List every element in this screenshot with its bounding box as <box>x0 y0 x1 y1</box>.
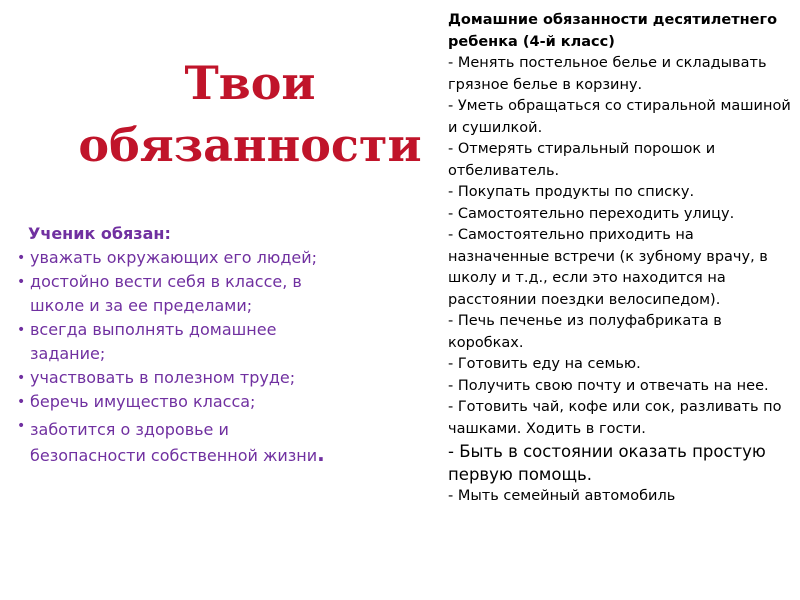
home-duties-list <box>448 53 793 508</box>
list-item <box>20 246 340 270</box>
list-item: - Самостоятельно переходить улицу. <box>448 205 735 222</box>
pupil-duties-list <box>20 246 340 468</box>
list-item-text: всегда выполнять домашнее задание; <box>30 320 277 363</box>
list-item: - Уметь обращаться со стиральной машиной и сушилкой. <box>448 98 791 136</box>
slide-title <box>40 52 460 176</box>
pupil-duties-block <box>20 222 340 468</box>
home-duties-heading: Домашние обязанности десятилетнего ребенка (4-й класс) <box>448 12 778 50</box>
list-item: - Быть в состоянии оказать простую первую помощь. <box>448 442 766 484</box>
list-item <box>20 390 340 414</box>
list-item: - Получить свою почту и отвечать на нее. <box>448 377 769 394</box>
list-item-text: беречь имущество класса; <box>30 392 256 411</box>
list-item-text: уважать окружающих его людей; <box>30 248 318 267</box>
list-item: - Готовить еду на семью. <box>448 356 641 372</box>
list-item-text: участвовать в полезном труде; <box>30 368 296 387</box>
list-item-text: заботится о здоровье и безопасности собственной жизни <box>30 420 318 465</box>
title-line-1: Твои <box>184 56 316 110</box>
list-item-final-dot: . <box>317 442 325 466</box>
list-item-text: достойно вести себя в классе, в школе и за ее пределами; <box>30 272 302 315</box>
list-item: - Мыть семейный автомобиль <box>448 488 676 504</box>
list-item <box>20 366 340 390</box>
list-item: - Самостоятельно приходить на назначенные встречи (к зубному врачу, в школу и т.д., если это находится на расстоянии поездки велосипедом). <box>448 227 768 308</box>
list-item: - Менять постельное белье и складывать грязное белье в корзину. <box>448 55 767 93</box>
home-duties-block <box>448 10 793 508</box>
pupil-duties-heading: Ученик обязан: <box>28 224 171 243</box>
list-item: - Готовить чай, кофе или сок, разливать по чашками. Ходить в гости. <box>448 399 782 437</box>
list-item <box>20 270 340 318</box>
list-item <box>20 318 340 366</box>
list-item: - Печь печенье из полуфабриката в коробках. <box>448 313 722 351</box>
list-item: - Покупать продукты по списку. <box>448 184 695 200</box>
list-item: - Отмерять стиральный порошок и отбеливатель. <box>448 141 716 179</box>
title-line-2: обязанности <box>78 118 422 172</box>
list-item <box>20 414 340 468</box>
